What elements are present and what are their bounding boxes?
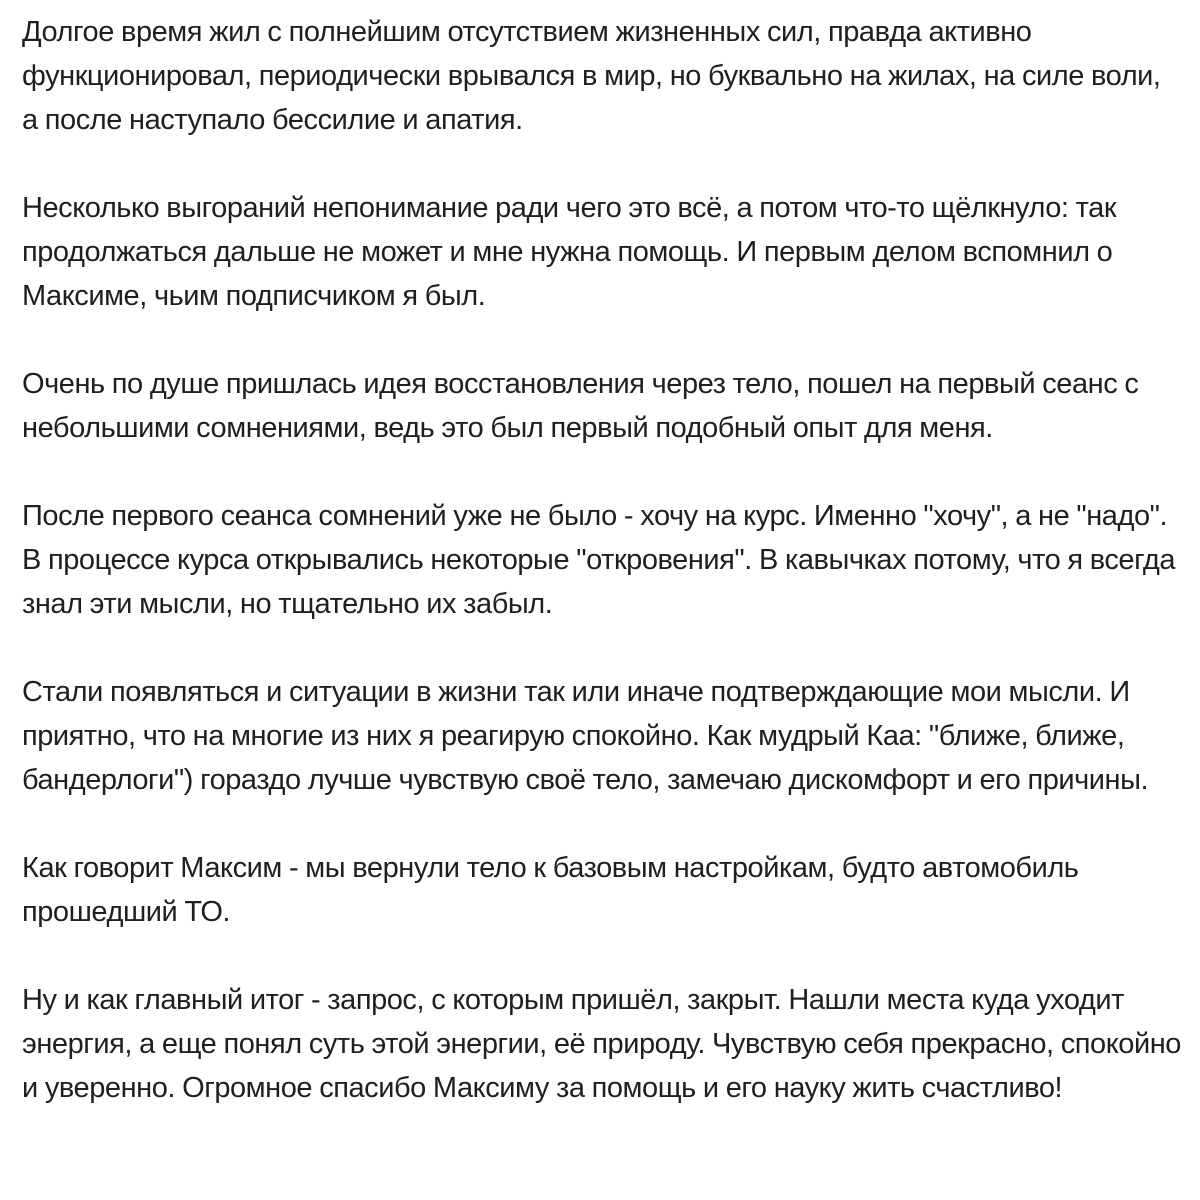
review-paragraph-3: Очень по душе пришлась идея восстановления через тело, пошел на первый сеанс с небольшими сомнениями, ведь это был первый подобный опыт для меня. <box>22 368 1139 444</box>
review-paragraph-6: Как говорит Максим - мы вернули тело к базовым настройкам, будто автомобиль прошедший ТО. <box>22 852 1079 928</box>
review-paragraph-4: После первого сеанса сомнений уже не было - хочу на курс. Именно "хочу", а не "надо". В процессе курса открывались некоторые "откровения". В кавычках потому, что я всегда знал эти мысли, но тщательно их забыл. <box>22 500 1176 620</box>
review-paragraph-7: Ну и как главный итог - запрос, с которым пришёл, закрыт. Нашли места куда уходит энергия, а еще понял суть этой энергии, её природу. Чувствую себя прекрасно, спокойно и уверенно. Огромное спасибо Максиму за помощь и его науку жить счастливо! <box>22 984 1181 1104</box>
review-paragraph-1: Долгое время жил с полнейшим отсутствием жизненных сил, правда активно функционировал, периодически врывался в мир, но буквально на жилах, на силе воли, а после наступало бессилие и апатия. <box>22 16 1161 136</box>
review-paragraph-5: Стали появляться и ситуации в жизни так или иначе подтверждающие мои мысли. И приятно, что на многие из них я реагирую спокойно. Как мудрый Каа: "ближе, ближе, бандерлоги") гораздо лучше чувствую своё тело, замечаю дискомфорт и его причины. <box>22 676 1149 796</box>
review-paragraph-2: Несколько выгораний непонимание ради чего это всё, а потом что-то щёлкнуло: так продолжаться дальше не может и мне нужна помощь. И первым делом вспомнил о Максиме, чьим подписчиком я был. <box>22 192 1117 312</box>
